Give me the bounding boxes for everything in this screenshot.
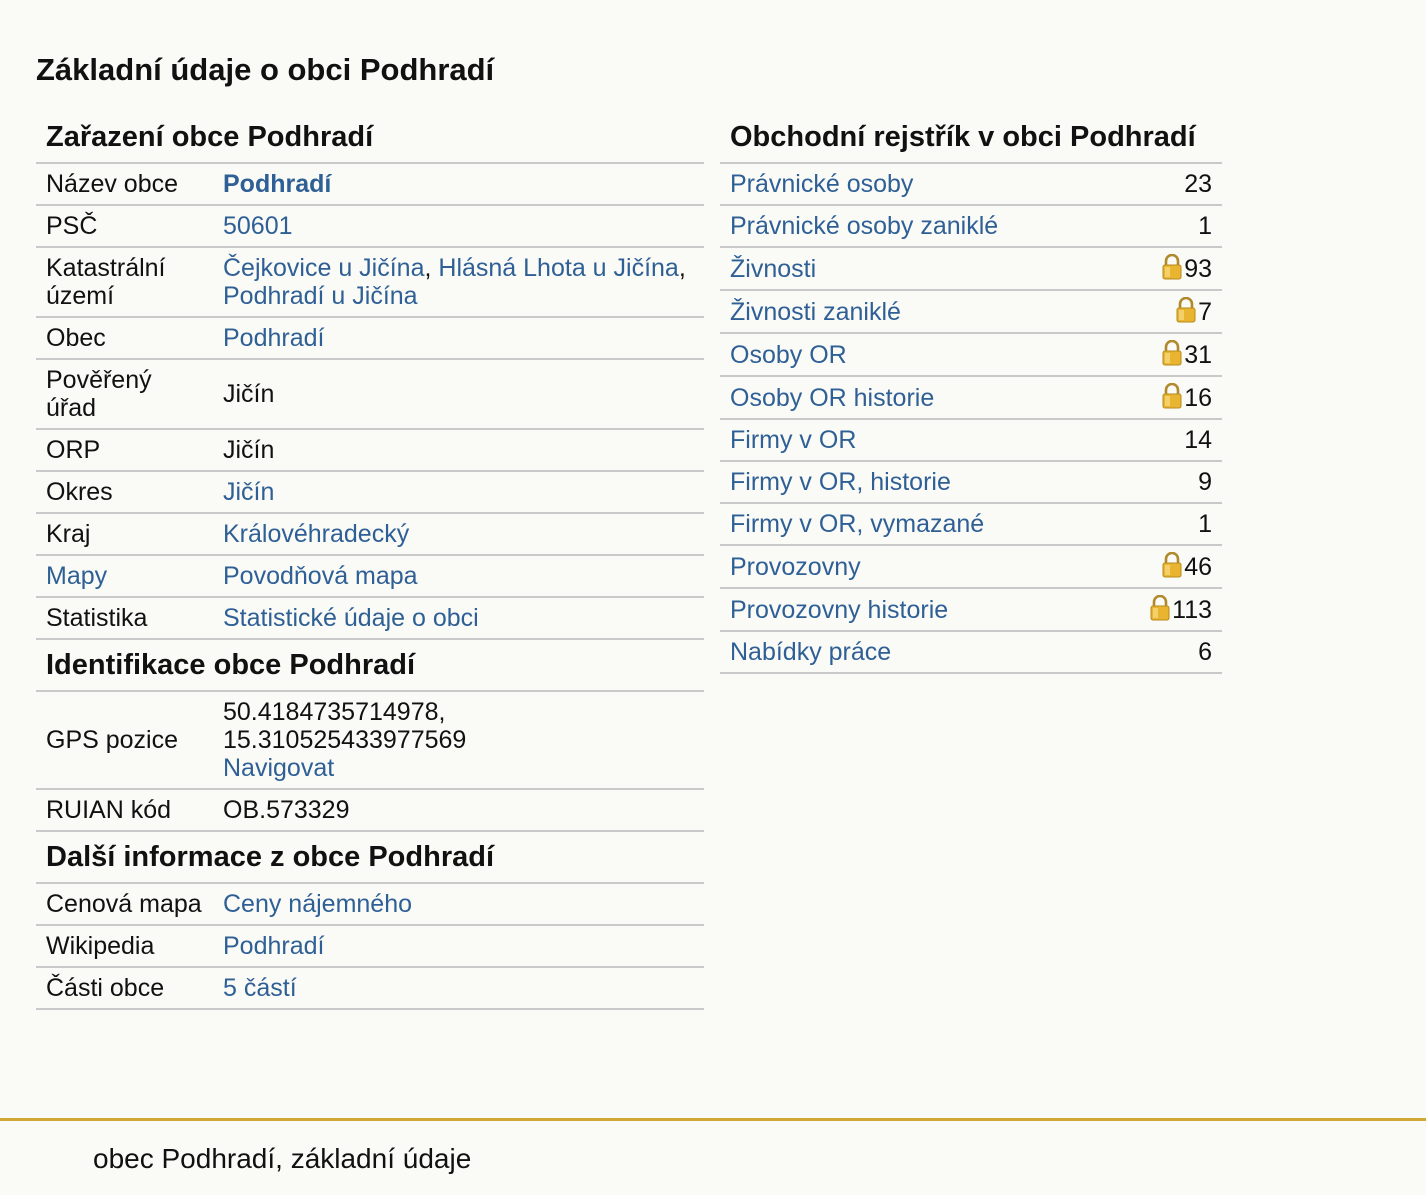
table-row	[36, 359, 704, 429]
obec-link[interactable]: Podhradí	[223, 324, 325, 352]
count-cell	[1110, 631, 1222, 673]
katastr-link-cejkovice[interactable]: Čejkovice u Jičína	[223, 254, 425, 282]
rejstrik-column	[720, 112, 1222, 674]
table-row	[36, 967, 704, 1009]
rejstrik-link[interactable]: Osoby OR historie	[730, 383, 935, 412]
urad-value: Jičín	[213, 359, 704, 429]
lock-icon	[1161, 254, 1183, 280]
table-row	[36, 884, 704, 925]
section-title-rejstrik: Obchodní rejstřík v obci Podhradí	[720, 112, 1222, 164]
section-title-dalsi: Další informace z obce Podhradí	[36, 832, 704, 884]
povodnova-mapa-link[interactable]: Povodňová mapa	[223, 562, 418, 590]
table-row	[720, 419, 1222, 461]
rejstrik-link[interactable]: Firmy v OR	[730, 426, 857, 454]
page-title: Základní údaje o obci Podhradí	[36, 52, 495, 87]
count-value: 113	[1172, 596, 1212, 624]
count-value: 1	[1198, 510, 1212, 538]
row-label: Katastrální území	[36, 247, 213, 317]
row-label: Cenová mapa	[36, 884, 213, 925]
table-row	[720, 545, 1222, 588]
count-value: 93	[1184, 255, 1212, 283]
table-row	[720, 376, 1222, 419]
count-cell	[1110, 503, 1222, 545]
lock-icon	[1161, 383, 1183, 409]
count-value: 16	[1184, 384, 1212, 412]
gps-value	[213, 692, 704, 789]
rejstrik-link[interactable]: Firmy v OR, vymazané	[730, 510, 985, 538]
count-cell	[1110, 290, 1222, 333]
table-row	[36, 513, 704, 555]
row-label: Kraj	[36, 513, 213, 555]
row-label: Části obce	[36, 967, 213, 1009]
katastr-links	[213, 247, 704, 317]
count-value: 9	[1198, 468, 1212, 496]
row-label: Obec	[36, 317, 213, 359]
count-cell	[1110, 247, 1222, 290]
footer-text: obec Podhradí, základní údaje	[93, 1143, 472, 1174]
statistika-link[interactable]: Statistické údaje o obci	[223, 604, 479, 632]
rejstrik-link[interactable]: Právnické osoby	[730, 170, 914, 198]
row-label: Wikipedia	[36, 925, 213, 967]
psc-link[interactable]: 50601	[223, 212, 293, 240]
rejstrik-link[interactable]: Firmy v OR, historie	[730, 468, 951, 496]
gps-lon: 15.310525433977569	[223, 726, 467, 754]
rejstrik-link[interactable]: Provozovny	[730, 552, 861, 581]
lock-icon	[1149, 595, 1171, 621]
count-value: 7	[1198, 298, 1212, 326]
lock-icon	[1161, 340, 1183, 366]
row-label: Okres	[36, 471, 213, 513]
separator: ,	[424, 254, 439, 282]
obec-name-link[interactable]: Podhradí	[223, 170, 332, 198]
table-row	[36, 471, 704, 513]
table-row	[720, 588, 1222, 631]
rejstrik-table	[720, 164, 1222, 674]
table-row	[720, 205, 1222, 247]
rejstrik-link[interactable]: Živnosti	[730, 254, 817, 283]
table-row	[36, 597, 704, 639]
table-row	[720, 333, 1222, 376]
obec-info-column	[36, 112, 704, 1010]
row-label: Pověřený úřad	[36, 359, 213, 429]
orp-value: Jičín	[213, 429, 704, 471]
section-title-zarazeni: Zařazení obce Podhradí	[36, 112, 704, 164]
row-label: Název obce	[36, 164, 213, 205]
row-label: Statistika	[36, 597, 213, 639]
count-value: 14	[1184, 426, 1212, 454]
table-row	[36, 247, 704, 317]
section-title-identifikace: Identifikace obce Podhradí	[36, 640, 704, 692]
table-row	[36, 692, 704, 789]
table-row	[720, 164, 1222, 205]
count-cell	[1110, 376, 1222, 419]
wikipedia-link[interactable]: Podhradí	[223, 932, 325, 960]
table-row	[720, 503, 1222, 545]
table-row	[36, 925, 704, 967]
table-row	[720, 290, 1222, 333]
katastr-link-hlasna-lhota[interactable]: Hlásná Lhota u Jičína	[438, 254, 679, 282]
rejstrik-link[interactable]: Osoby OR	[730, 340, 847, 369]
count-cell	[1110, 164, 1222, 205]
ruian-value: OB.573329	[213, 789, 704, 831]
table-row	[36, 429, 704, 471]
count-value: 1	[1198, 212, 1212, 240]
table-row	[36, 205, 704, 247]
table-row	[720, 247, 1222, 290]
table-row	[36, 164, 704, 205]
rejstrik-link[interactable]: Právnické osoby zaniklé	[730, 212, 999, 240]
table-row	[36, 555, 704, 597]
rejstrik-link[interactable]: Provozovny historie	[730, 595, 949, 624]
row-label: GPS pozice	[36, 692, 213, 789]
okres-link[interactable]: Jičín	[223, 478, 275, 506]
count-cell	[1110, 588, 1222, 631]
mapy-link[interactable]: Mapy	[46, 562, 108, 590]
rejstrik-link[interactable]: Nabídky práce	[730, 638, 892, 666]
gps-lat: 50.4184735714978,	[223, 698, 446, 726]
count-value: 31	[1184, 341, 1212, 369]
zarazeni-table	[36, 164, 704, 640]
identifikace-table	[36, 692, 704, 832]
navigovat-link[interactable]: Navigovat	[223, 754, 335, 782]
footer	[0, 1118, 1426, 1195]
lock-icon	[1175, 297, 1197, 323]
lock-icon	[1161, 552, 1183, 578]
casti-obce-link[interactable]: 5 částí	[223, 974, 297, 1002]
count-cell	[1110, 333, 1222, 376]
table-row	[36, 789, 704, 831]
table-row	[720, 461, 1222, 503]
katastr-link-podhradi[interactable]: Podhradí u Jičína	[223, 282, 418, 310]
separator: ,	[678, 254, 686, 282]
kraj-link[interactable]: Královéhradecký	[223, 520, 410, 548]
table-row	[720, 631, 1222, 673]
row-label: RUIAN kód	[36, 789, 213, 831]
row-label: ORP	[36, 429, 213, 471]
count-value: 46	[1184, 553, 1212, 581]
count-value: 23	[1184, 170, 1212, 198]
count-cell	[1110, 461, 1222, 503]
count-cell	[1110, 419, 1222, 461]
count-value: 6	[1198, 638, 1212, 666]
rejstrik-link[interactable]: Živnosti zaniklé	[730, 297, 901, 326]
count-cell	[1110, 545, 1222, 588]
dalsi-table	[36, 884, 704, 1010]
table-row	[36, 317, 704, 359]
ceny-najemneho-link[interactable]: Ceny nájemného	[223, 890, 413, 918]
row-label: PSČ	[36, 205, 213, 247]
count-cell	[1110, 205, 1222, 247]
